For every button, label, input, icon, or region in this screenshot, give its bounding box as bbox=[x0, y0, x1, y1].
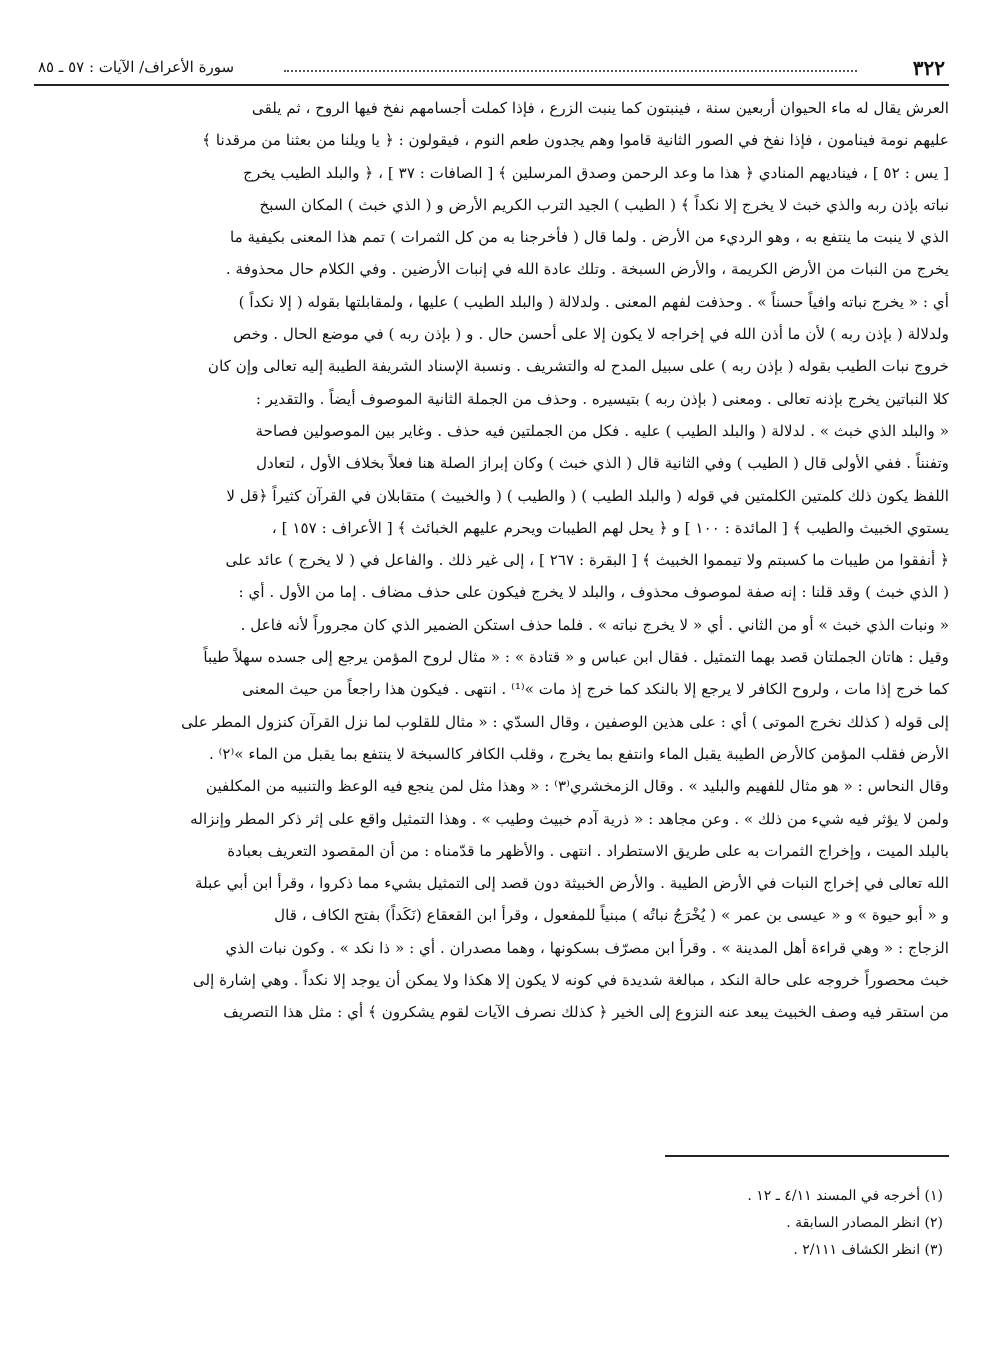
text-line: يستوي الخبيث والطيب ﴾ [ المائدة : ١٠٠ ] و ﴿ يحل لهم الطيبات ويحرم عليهم الخبائث ﴾ [ الأعراف : ١٥٧ ] ، bbox=[271, 518, 949, 537]
text-line: ﴿ أنفقوا من طيبات ما كسبتم ولا تيمموا الخبيث ﴾ [ البقرة : ٢٦٧ ] ، إلى غير ذلك . والفاعل في ( لا يخرج ) عائد على bbox=[225, 551, 949, 570]
surah-label: سورة الأعراف/ الآيات : ٥٧ ـ ٨٥ bbox=[38, 58, 235, 76]
text-line: إلى قوله ( كذلك نخرج الموتى ) أي : على هذين الوصفين ، وقال السدّي : « مثال للقلوب لما نزل القرآن كنزول المطر على bbox=[181, 712, 949, 731]
text-line: « ونبات الذي خبث » أو من الثاني . أي « لا يخرج نباته » . فلما حذف استكن الضمير الذي كان مجروراً لأنه فاعل . bbox=[240, 615, 949, 634]
text-line: خبث محصوراً خروجه على حالة النكد ، مبالغة شديدة في كونه لا يكون إلا هكذا ولا يمكن أن يوجد إلا نكداً . وهي إشارة إلى bbox=[192, 971, 949, 990]
text-line: نباته بإذن ربه والذي خبث لا يخرج إلا نكداً ﴾ ( الطيب ) الجيد الترب الكريم الأرض و ( الذي خبث ) المكان السبخ bbox=[259, 195, 949, 214]
text-line: يخرج من النبات من الأرض الكريمة ، والأرض السبخة . وتلك عادة الله في إنبات الأرضين . وفي الكلام حال محذوفة . bbox=[225, 260, 949, 279]
text-line: من استقر فيه وصف الخبيث يبعد عنه النزوع إلى الخير ﴿ كذلك نصرف الآيات لقوم يشكرون ﴾ أي : مثل هذا التصريف bbox=[223, 1003, 949, 1022]
text-line: عليهم نومة فينامون ، فإذا نفخ في الصور الثانية قاموا وهم يجدون طعم النوم ، فيقولون : ﴿ يا ويلنا من بعثنا من مرقدنا ﴾ bbox=[202, 131, 949, 150]
footnote: (١) أخرجه في المسند ٤/١١ ـ ١٢ . bbox=[747, 1188, 943, 1204]
text-line: الله تعالى في إخراج النبات في الأرض الطيبة . والأرض الخبيثة دون قصد إلى التمثيل بشيء مما ذكروا ، وقرأ ابن أبي عبلة bbox=[194, 874, 949, 893]
text-line: الذي لا ينبت ما ينتفع به ، وهو الرديء من الأرض . ولما قال ( فأخرجنا به من كل الثمرات ) تمم هذا المعنى بكيفية ما bbox=[229, 228, 949, 247]
text-line: كلا النباتين يخرج بإذنه تعالى . ومعنى ( بإذن ربه ) بتيسيره . وحذف من الجملة الثانية الموصوف أيضاً . والتقدير : bbox=[255, 389, 949, 408]
footnote-separator bbox=[665, 1155, 949, 1157]
running-header bbox=[34, 50, 949, 86]
text-line: وقيل : هاتان الجملتان قصد بهما التمثيل . فقال ابن عباس و « قتادة » : « مثال لروح المؤمن يرجع إلى جسده سهلاً طيباً bbox=[203, 648, 949, 667]
text-line: ( الذي خبث ) وقد قلنا : إنه صفة لموصوف محذوف ، والبلد لا يخرج فيكون على حذف مضاف . إما من الأول . أي : bbox=[238, 583, 949, 602]
header-dotted-rule bbox=[284, 70, 857, 72]
text-line: اللفظ يكون ذلك كلمتين الكلمتين في قوله ( والبلد الطيب ) ( والطيب ) ( والخبيث ) متقابلان في القرآن كثيراً ﴿قل لا bbox=[226, 486, 949, 505]
footnotes bbox=[343, 1183, 943, 1264]
text-line: الزجاج : « وهي قراءة أهل المدينة » . وقرأ ابن مصرّف بسكونها ، وهما مصدران . أي : « ذا نكد » . وكون نبات الذي bbox=[225, 938, 949, 957]
text-line: الأرض فقلب المؤمن كالأرض الطيبة يقبل الماء وانتفع بما يخرج ، وقلب الكافر كالسبخة لا ينتفع بما يقبل من الماء »⁽٢⁾ . bbox=[208, 744, 949, 763]
footnote: (٣) انظر الكشاف ٢/١١١ . bbox=[793, 1242, 943, 1258]
text-line: و « أبو حيوة » و « عيسى بن عمر » ( يُخْرَجُ نباتُه ) مبنياً للمفعول ، وقرأ ابن القعقاع (نَكَداً) بفتح الكاف ، قال bbox=[274, 906, 949, 925]
text-line: وتفنناً . ففي الأولى قال ( الطيب ) وفي الثانية قال ( الذي خبث ) وكان إبراز الصلة هنا فعلاً بخلاف الأول ، لتعادل bbox=[256, 454, 949, 473]
footnote: (٢) انظر المصادر السابقة . bbox=[786, 1215, 943, 1231]
text-line: [ يس : ٥٢ ] ، فيناديهم المنادي ﴿ هذا ما وعد الرحمن وصدق المرسلين ﴾ [ الصافات : ٣٧ ] ، ﴿ والبلد الطيب يخرج bbox=[243, 163, 949, 182]
text-line: خروج نبات الطيب بقوله ( بإذن ربه ) على سبيل المدح له والتشريف . ونسبة الإسناد الشريفة الطيبة إليه تعالى وإن كان bbox=[207, 357, 949, 376]
text-line: « والبلد الذي خبث » . لدلالة ( والبلد الطيب ) عليه . فكل من الجملتين فيه حذف . وغاير بين الموصولين فصاحة bbox=[255, 421, 949, 440]
text-line: العرش يقال له ماء الحيوان أربعين سنة ، فينبتون كما ينبت الزرع ، فإذا كملت أجسامهم نفخ فيها الروح ، ثم يلقى bbox=[251, 99, 949, 117]
page-number: ٣٢٢ bbox=[912, 56, 945, 80]
text-line: كما خرج إذا مات ، ولروح الكافر لا يرجع إلا بالنكد كما خرج إذ مات »⁽¹⁾ . انتهى . فيكون هذا راجعاً من حيث المعنى bbox=[242, 680, 949, 699]
text-line: ولدلالة ( بإذن ربه ) لأن ما أذن الله في إخراجه لا يكون إلا على أحسن حال . و ( بإذن ربه ) في موضع الحال . وخص bbox=[233, 325, 949, 344]
text-line: وقال النحاس : « هو مثال للفهيم والبليد » . وقال الزمخشري⁽٣⁾ : « وهذا مثل لمن ينجع فيه الوعظ والتنبيه من المكلفين bbox=[205, 777, 949, 796]
text-line: بالبلد الميت ، وإخراج الثمرات به على طريق الاستطراد . انتهى . والأظهر ما قدّمناه : من أن المقصود التعريف بعبادة bbox=[227, 841, 949, 860]
text-line: أي : « يخرج نباته وافياً حسناً » . وحذفت لفهم المعنى . ولدلالة ( والبلد الطيب ) عليها ، ولمقابلتها بقوله ( إلا نكداً ) bbox=[238, 292, 949, 311]
body-text bbox=[34, 92, 949, 1029]
text-line: ولمن لا يؤثر فيه شيء من ذلك » . وعن مجاهد : « ذرية آدم خبيث وطيب » . وهذا التمثيل واقع على إثر ذكر المطر وإنزاله bbox=[190, 809, 949, 828]
